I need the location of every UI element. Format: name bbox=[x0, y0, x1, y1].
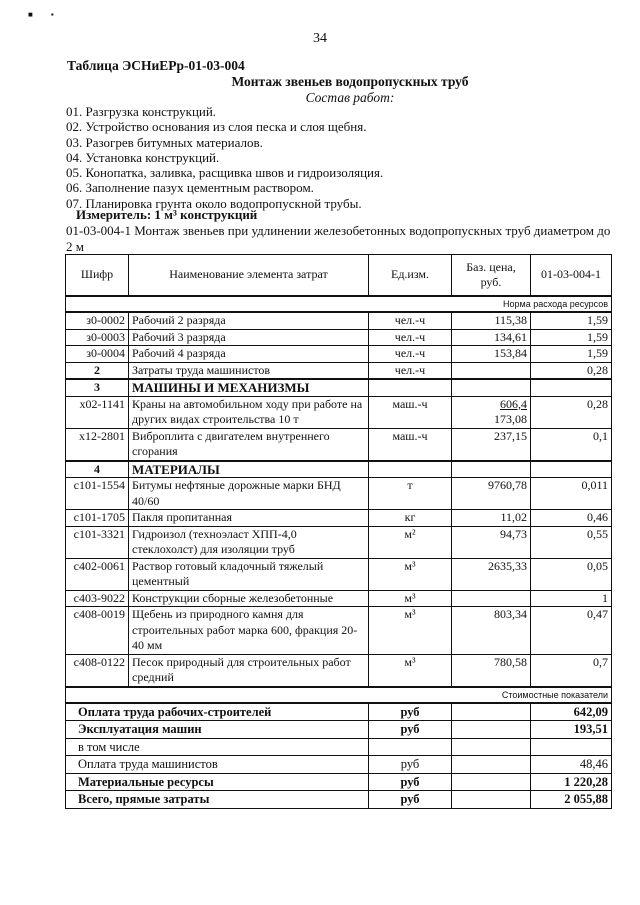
row-name: Краны на автомобильном ходу при работе на других видах строительства 10 т bbox=[129, 396, 369, 428]
work-step: 02. Устройство основания из слоя песка и слоя щебня. bbox=[66, 119, 367, 135]
row-value: 0,28 bbox=[531, 362, 612, 379]
section-code: 3 bbox=[66, 379, 129, 396]
row-unit: чел.-ч bbox=[369, 362, 452, 379]
row-unit: м³ bbox=[369, 607, 452, 655]
row-price: 237,15 bbox=[452, 428, 531, 461]
section-row-machines bbox=[66, 379, 612, 396]
row-value: 0,46 bbox=[531, 510, 612, 527]
row-name: Рабочий 3 разряда bbox=[129, 329, 369, 346]
table-row bbox=[66, 654, 612, 687]
row-unit: м³ bbox=[369, 590, 452, 607]
row-name: Битумы нефтяные дорожные марки БНД 40/60 bbox=[129, 478, 369, 510]
row-price bbox=[452, 590, 531, 607]
row-name: Песок природный для строительных работ средний bbox=[129, 654, 369, 687]
row-code: х12-2801 bbox=[66, 428, 129, 461]
machinist-row bbox=[66, 362, 612, 379]
row-code: х02-1141 bbox=[66, 396, 129, 428]
section-title: МАТЕРИАЛЫ bbox=[129, 461, 369, 478]
row-code: с408-0019 bbox=[66, 607, 129, 655]
row-name: Конструкции сборные железобетонные bbox=[129, 590, 369, 607]
header-item: 01-03-004-1 bbox=[531, 255, 612, 297]
total-value: 1 220,28 bbox=[531, 773, 612, 791]
table-row bbox=[66, 329, 612, 346]
row-value: 1,59 bbox=[531, 346, 612, 363]
row-name: Затраты труда машинистов bbox=[129, 362, 369, 379]
table-row bbox=[66, 526, 612, 558]
row-code: с101-1705 bbox=[66, 510, 129, 527]
row-value: 0,55 bbox=[531, 526, 612, 558]
total-unit: руб bbox=[369, 791, 452, 809]
row-price bbox=[452, 396, 531, 428]
row-name: Рабочий 2 разряда bbox=[129, 312, 369, 329]
table-row bbox=[66, 478, 612, 510]
row-price bbox=[452, 362, 531, 379]
table-row bbox=[66, 558, 612, 590]
row-name: Виброплита с двигателем внутреннего сгорания bbox=[129, 428, 369, 461]
total-row bbox=[66, 721, 612, 739]
total-value: 642,09 bbox=[531, 703, 612, 721]
work-steps-list bbox=[66, 104, 383, 211]
row-price: 2635,33 bbox=[452, 558, 531, 590]
row-code: з0-0002 bbox=[66, 312, 129, 329]
table-row bbox=[66, 312, 612, 329]
row-name: Щебень из природного камня для строительных работ марка 600, фракция 20-40 мм bbox=[129, 607, 369, 655]
row-unit: чел.-ч bbox=[369, 329, 452, 346]
section-code: 4 bbox=[66, 461, 129, 478]
row-unit: маш.-ч bbox=[369, 396, 452, 428]
header-price: Баз. цена, руб. bbox=[452, 255, 531, 297]
cost-label: Стоимостные показатели bbox=[66, 687, 612, 703]
row-value: 0,47 bbox=[531, 607, 612, 655]
row-unit: м³ bbox=[369, 654, 452, 687]
work-step: 06. Заполнение пазух цементным раствором. bbox=[66, 180, 314, 196]
row-unit: маш.-ч bbox=[369, 428, 452, 461]
row-value: 1 bbox=[531, 590, 612, 607]
total-name: Эксплуатация машин bbox=[66, 721, 369, 739]
row-price: 803,34 bbox=[452, 607, 531, 655]
header-unit: Ед.изм. bbox=[369, 255, 452, 297]
work-composition-heading: Состав работ: bbox=[305, 90, 395, 105]
row-price: 11,02 bbox=[452, 510, 531, 527]
total-row bbox=[66, 773, 612, 791]
norm-label-row bbox=[66, 296, 612, 312]
row-value: 0,011 bbox=[531, 478, 612, 510]
total-unit bbox=[369, 738, 452, 756]
total-row bbox=[66, 703, 612, 721]
norm-label: Норма расхода ресурсов bbox=[66, 296, 612, 312]
total-value bbox=[531, 738, 612, 756]
row-code: с402-0061 bbox=[66, 558, 129, 590]
resource-norms-table bbox=[65, 254, 612, 809]
row-code: с403-9022 bbox=[66, 590, 129, 607]
row-code: з0-0003 bbox=[66, 329, 129, 346]
row-value: 0,28 bbox=[531, 396, 612, 428]
row-price: 94,73 bbox=[452, 526, 531, 558]
total-unit: руб bbox=[369, 721, 452, 739]
work-step: 01. Разгрузка конструкций. bbox=[66, 104, 217, 119]
row-price: 780,58 bbox=[452, 654, 531, 687]
total-row bbox=[66, 738, 612, 756]
work-step: 03. Разогрев битумных материалов. bbox=[66, 134, 263, 150]
total-name: Материальные ресурсы bbox=[66, 773, 369, 791]
row-unit: чел.-ч bbox=[369, 312, 452, 329]
row-price: 134,61 bbox=[452, 329, 531, 346]
row-name: Гидроизол (техноэласт ХПП-4,0 стеклохолст) для изоляции труб bbox=[129, 526, 369, 558]
table-row bbox=[66, 590, 612, 607]
row-unit: м³ bbox=[369, 558, 452, 590]
row-name: Пакля пропитанная bbox=[129, 510, 369, 527]
total-unit: руб bbox=[369, 773, 452, 791]
row-code: с101-3321 bbox=[66, 526, 129, 558]
page-number: 34 bbox=[313, 31, 327, 46]
row-code: с101-1554 bbox=[66, 478, 129, 510]
item-description: 01-03-004-1 Монтаж звеньев при удлинении железобетонных водопропускных труб диаметром до 2 м bbox=[66, 223, 611, 254]
row-code: с408-0122 bbox=[66, 654, 129, 687]
row-unit: м² bbox=[369, 526, 452, 558]
price-secondary: 173,08 bbox=[494, 412, 527, 426]
row-value: 0,05 bbox=[531, 558, 612, 590]
table-row bbox=[66, 428, 612, 461]
table-row bbox=[66, 607, 612, 655]
measurement-unit: Измеритель: 1 м³ конструкций bbox=[76, 207, 258, 222]
row-name: Раствор готовый кладочный тяжелый цементный bbox=[129, 558, 369, 590]
header-name: Наименование элемента затрат bbox=[129, 255, 369, 297]
table-row bbox=[66, 346, 612, 363]
row-unit: чел.-ч bbox=[369, 346, 452, 363]
scan-marks: ■ ▪ bbox=[28, 10, 54, 19]
cost-label-row bbox=[66, 687, 612, 703]
work-step: 07. Планировка грунта около водопропускной трубы. bbox=[66, 195, 362, 211]
total-name: в том числе bbox=[66, 738, 369, 756]
total-row bbox=[66, 791, 612, 809]
row-name: Рабочий 4 разряда bbox=[129, 346, 369, 363]
total-value: 2 055,88 bbox=[531, 791, 612, 809]
header-code: Шифр bbox=[66, 255, 129, 297]
section-title: МАШИНЫ И МЕХАНИЗМЫ bbox=[129, 379, 369, 396]
price-primary: 606,4 bbox=[500, 396, 527, 411]
row-value: 0,7 bbox=[531, 654, 612, 687]
total-value: 48,46 bbox=[531, 756, 612, 774]
document-title: Монтаж звеньев водопропускных труб bbox=[231, 74, 469, 89]
total-value: 193,51 bbox=[531, 721, 612, 739]
row-price: 153,84 bbox=[452, 346, 531, 363]
work-step: 04. Установка конструкций. bbox=[66, 149, 220, 165]
row-code: 2 bbox=[66, 362, 129, 379]
total-name: Оплата труда рабочих-строителей bbox=[66, 703, 369, 721]
section-row-materials bbox=[66, 461, 612, 478]
row-code: з0-0004 bbox=[66, 346, 129, 363]
total-row bbox=[66, 756, 612, 774]
work-step: 05. Конопатка, заливка, расщивка швов и гидроизоляция. bbox=[66, 165, 384, 181]
total-unit: руб bbox=[369, 756, 452, 774]
table-row bbox=[66, 510, 612, 527]
row-value: 1,59 bbox=[531, 329, 612, 346]
row-unit: кг bbox=[369, 510, 452, 527]
table-row bbox=[66, 396, 612, 428]
row-value: 1,59 bbox=[531, 312, 612, 329]
total-name: Оплата труда машинистов bbox=[66, 756, 369, 774]
row-unit: т bbox=[369, 478, 452, 510]
table-header-row bbox=[66, 255, 612, 297]
table-code: Таблица ЭСНиЕРр-01-03-004 bbox=[67, 58, 245, 73]
total-name: Всего, прямые затраты bbox=[66, 791, 369, 809]
row-price: 9760,78 bbox=[452, 478, 531, 510]
row-value: 0,1 bbox=[531, 428, 612, 461]
total-unit: руб bbox=[369, 703, 452, 721]
row-price: 115,38 bbox=[452, 312, 531, 329]
